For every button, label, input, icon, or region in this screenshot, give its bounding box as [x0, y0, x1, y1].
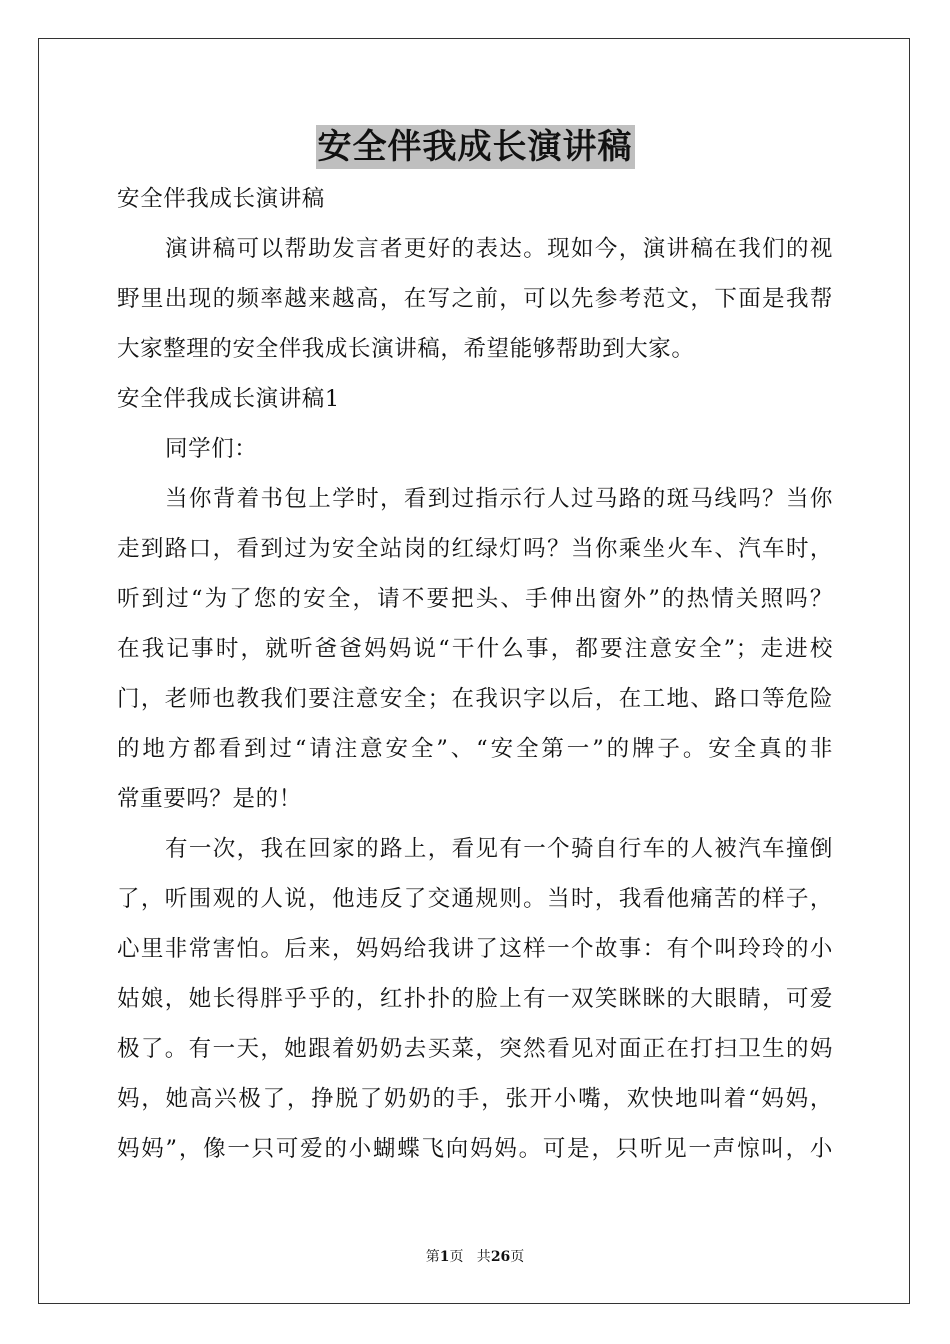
- text-line: 演讲稿可以帮助发言者更好的表达。现如今，演讲稿在我们的视: [165, 236, 833, 262]
- footer-prefix: 第: [425, 1249, 440, 1265]
- subtitle-line: 安全伴我成长演讲稿: [117, 186, 325, 212]
- total-pages-number: 26: [490, 1249, 511, 1265]
- document-title: [0, 125, 950, 169]
- text-line: 的地方都看到过“请注意安全”、“安全第一”的牌子。安全真的非: [117, 736, 833, 762]
- footer-suffix: 页: [510, 1249, 525, 1265]
- text-line: 听到过“为了您的安全，请不要把头、手伸出窗外”的热情关照吗？: [117, 586, 833, 612]
- page-footer: [0, 1246, 950, 1266]
- text-line: 妈，她高兴极了，挣脱了奶奶的手，张开小嘴，欢快地叫着“妈妈，: [117, 1086, 833, 1112]
- text-line: 门，老师也教我们要注意安全；在我识字以后，在工地、路口等危险: [117, 686, 833, 712]
- text-line: 同学们：: [165, 436, 258, 462]
- text-line: 了，听围观的人说，他违反了交通规则。当时，我看他痛苦的样子，: [117, 886, 833, 912]
- text-line: 走到路口，看到过为安全站岗的红绿灯吗？当你乘坐火车、汽车时，: [117, 536, 833, 562]
- text-line: 姑娘，她长得胖乎乎的，红扑扑的脸上有一双笑眯眯的大眼睛，可爱: [117, 986, 833, 1012]
- text-line: 当你背着书包上学时，看到过指示行人过马路的斑马线吗？当你: [165, 486, 833, 512]
- text-line: 大家整理的安全伴我成长演讲稿，希望能够帮助到大家。: [117, 336, 695, 362]
- title-text: 安全伴我成长演讲稿: [317, 127, 633, 167]
- text-line: 极了。有一天，她跟着奶奶去买菜，突然看见对面正在打扫卫生的妈: [117, 1036, 833, 1062]
- text-line: 野里出现的频率越来越高，在写之前，可以先参考范文，下面是我帮: [117, 286, 833, 312]
- text-line: 常重要吗？是的！: [117, 786, 302, 812]
- current-page-number: 1: [439, 1249, 450, 1265]
- section-heading: 安全伴我成长演讲稿1: [117, 386, 340, 412]
- footer-mid: 页 共: [449, 1249, 491, 1265]
- text-line: 妈妈”，像一只可爱的小蝴蝶飞向妈妈。可是，只听见一声惊叫，小: [117, 1136, 833, 1162]
- text-line: 心里非常害怕。后来，妈妈给我讲了这样一个故事：有个叫玲玲的小: [117, 936, 833, 962]
- text-line: 在我记事时，就听爸爸妈妈说“干什么事，都要注意安全”；走进校: [117, 636, 833, 662]
- text-line: 有一次，我在回家的路上，看见有一个骑自行车的人被汽车撞倒: [165, 836, 833, 862]
